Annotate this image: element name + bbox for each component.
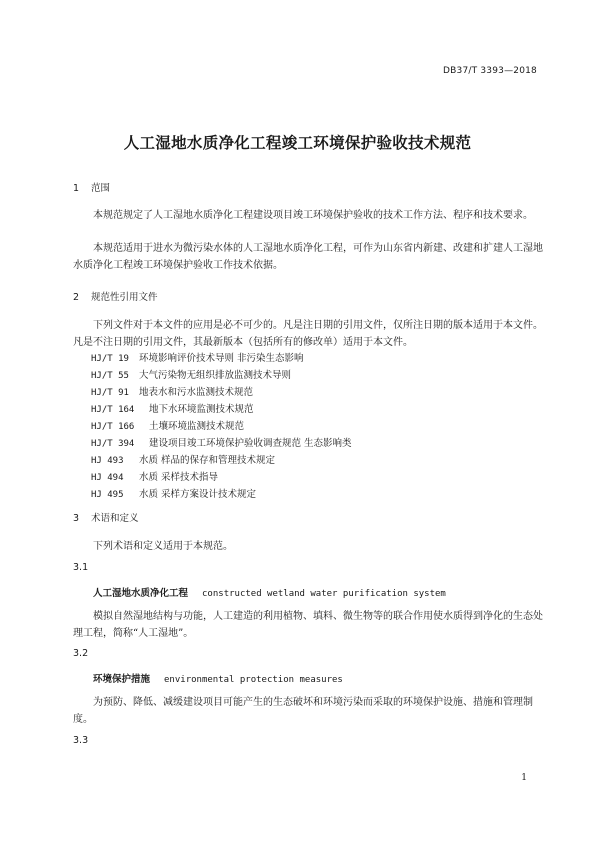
reference-item xyxy=(91,384,253,398)
term-entry xyxy=(93,585,446,599)
reference-item xyxy=(91,350,304,364)
section-heading-scope xyxy=(73,180,110,194)
term-entry xyxy=(93,671,343,685)
reference-title: 水质 采样技术指导 xyxy=(139,472,219,483)
reference-code: HJ/T 394 xyxy=(91,439,135,449)
section-number: 2 xyxy=(73,292,80,303)
reference-item xyxy=(91,452,275,466)
section-heading-terms xyxy=(73,510,139,524)
reference-code: HJ 493 xyxy=(91,456,124,466)
scope-paragraph-2: 本规范适用于进水为微污染水体的人工湿地水质净化工程，可作为山东省内新建、改建和扩建人工湿地水质净化工程竣工环境保护验收工作技术依据。 xyxy=(73,243,543,271)
reference-item xyxy=(91,486,256,500)
reference-code: HJ/T 91 xyxy=(91,388,129,398)
reference-title: 建设项目竣工环境保护验收调查规范 生态影响类 xyxy=(149,438,352,449)
references-intro: 下列文件对于本文件的应用是必不可少的。凡是注日期的引用文件，仅所注日期的版本适用于本文件。凡是不注日期的引用文件，其最新版本（包括所有的修改单）适用于本文件。 xyxy=(73,320,543,348)
reference-title: 水质 样品的保存和管理技术规定 xyxy=(139,455,276,466)
reference-code: HJ 495 xyxy=(91,490,124,500)
term-definition: 为预防、降低、减缓建设项目可能产生的生态破坏和环境污染而采取的环境保护设施、措施和管理制度。 xyxy=(73,697,533,725)
reference-code: HJ/T 19 xyxy=(91,354,129,364)
section-number: 3 xyxy=(73,513,80,524)
reference-title: 土壤环境监测技术规范 xyxy=(149,421,245,432)
reference-title: 水质 采样方案设计技术规定 xyxy=(139,489,257,500)
reference-code: HJ 494 xyxy=(91,473,124,483)
section-number: 1 xyxy=(73,183,80,194)
clause-number: 3.2 xyxy=(73,648,89,659)
reference-title: 地表水和污水监测技术规范 xyxy=(139,387,254,398)
clause-number: 3.1 xyxy=(73,562,89,573)
term-definition: 模拟自然湿地结构与功能，人工建造的利用植物、填料、微生物等的联合作用使水质得到净化的生态处理工程，简称“人工湿地”。 xyxy=(73,611,543,639)
reference-title: 地下水环境监测技术规范 xyxy=(149,404,254,415)
term-zh: 环境保护措施 xyxy=(93,674,151,685)
reference-item xyxy=(91,418,244,432)
term-en: environmental protection measures xyxy=(164,675,343,685)
scope-paragraph-1: 本规范规定了人工湿地水质净化工程建设项目竣工环境保护验收的技术工作方法、程序和技术要求。 xyxy=(93,210,533,221)
reference-item xyxy=(91,367,291,381)
reference-title: 大气污染物无组织排放监测技术导则 xyxy=(139,370,292,381)
section-heading-normative-references xyxy=(73,289,158,303)
section-title: 术语和定义 xyxy=(91,513,139,524)
reference-item xyxy=(91,469,218,483)
reference-item xyxy=(91,435,352,449)
reference-code: HJ/T 55 xyxy=(91,371,129,381)
term-zh: 人工湿地水质净化工程 xyxy=(93,588,189,599)
reference-code: HJ/T 166 xyxy=(91,422,135,432)
reference-title: 环境影响评价技术导则 非污染生态影响 xyxy=(139,353,304,364)
section-title: 规范性引用文件 xyxy=(91,292,158,303)
term-en: constructed wetland water purification system xyxy=(202,589,446,599)
section-title: 范围 xyxy=(91,183,111,194)
reference-item xyxy=(91,401,254,415)
document-title: 人工湿地水质净化工程竣工环境保护验收技术规范 xyxy=(123,134,472,152)
clause-number: 3.3 xyxy=(73,735,89,746)
terms-intro: 下列术语和定义适用于本规范。 xyxy=(93,541,233,552)
page-number: 1 xyxy=(521,773,527,783)
reference-code: HJ/T 164 xyxy=(91,405,135,415)
standard-code: DB37/T 3393—2018 xyxy=(443,66,537,76)
